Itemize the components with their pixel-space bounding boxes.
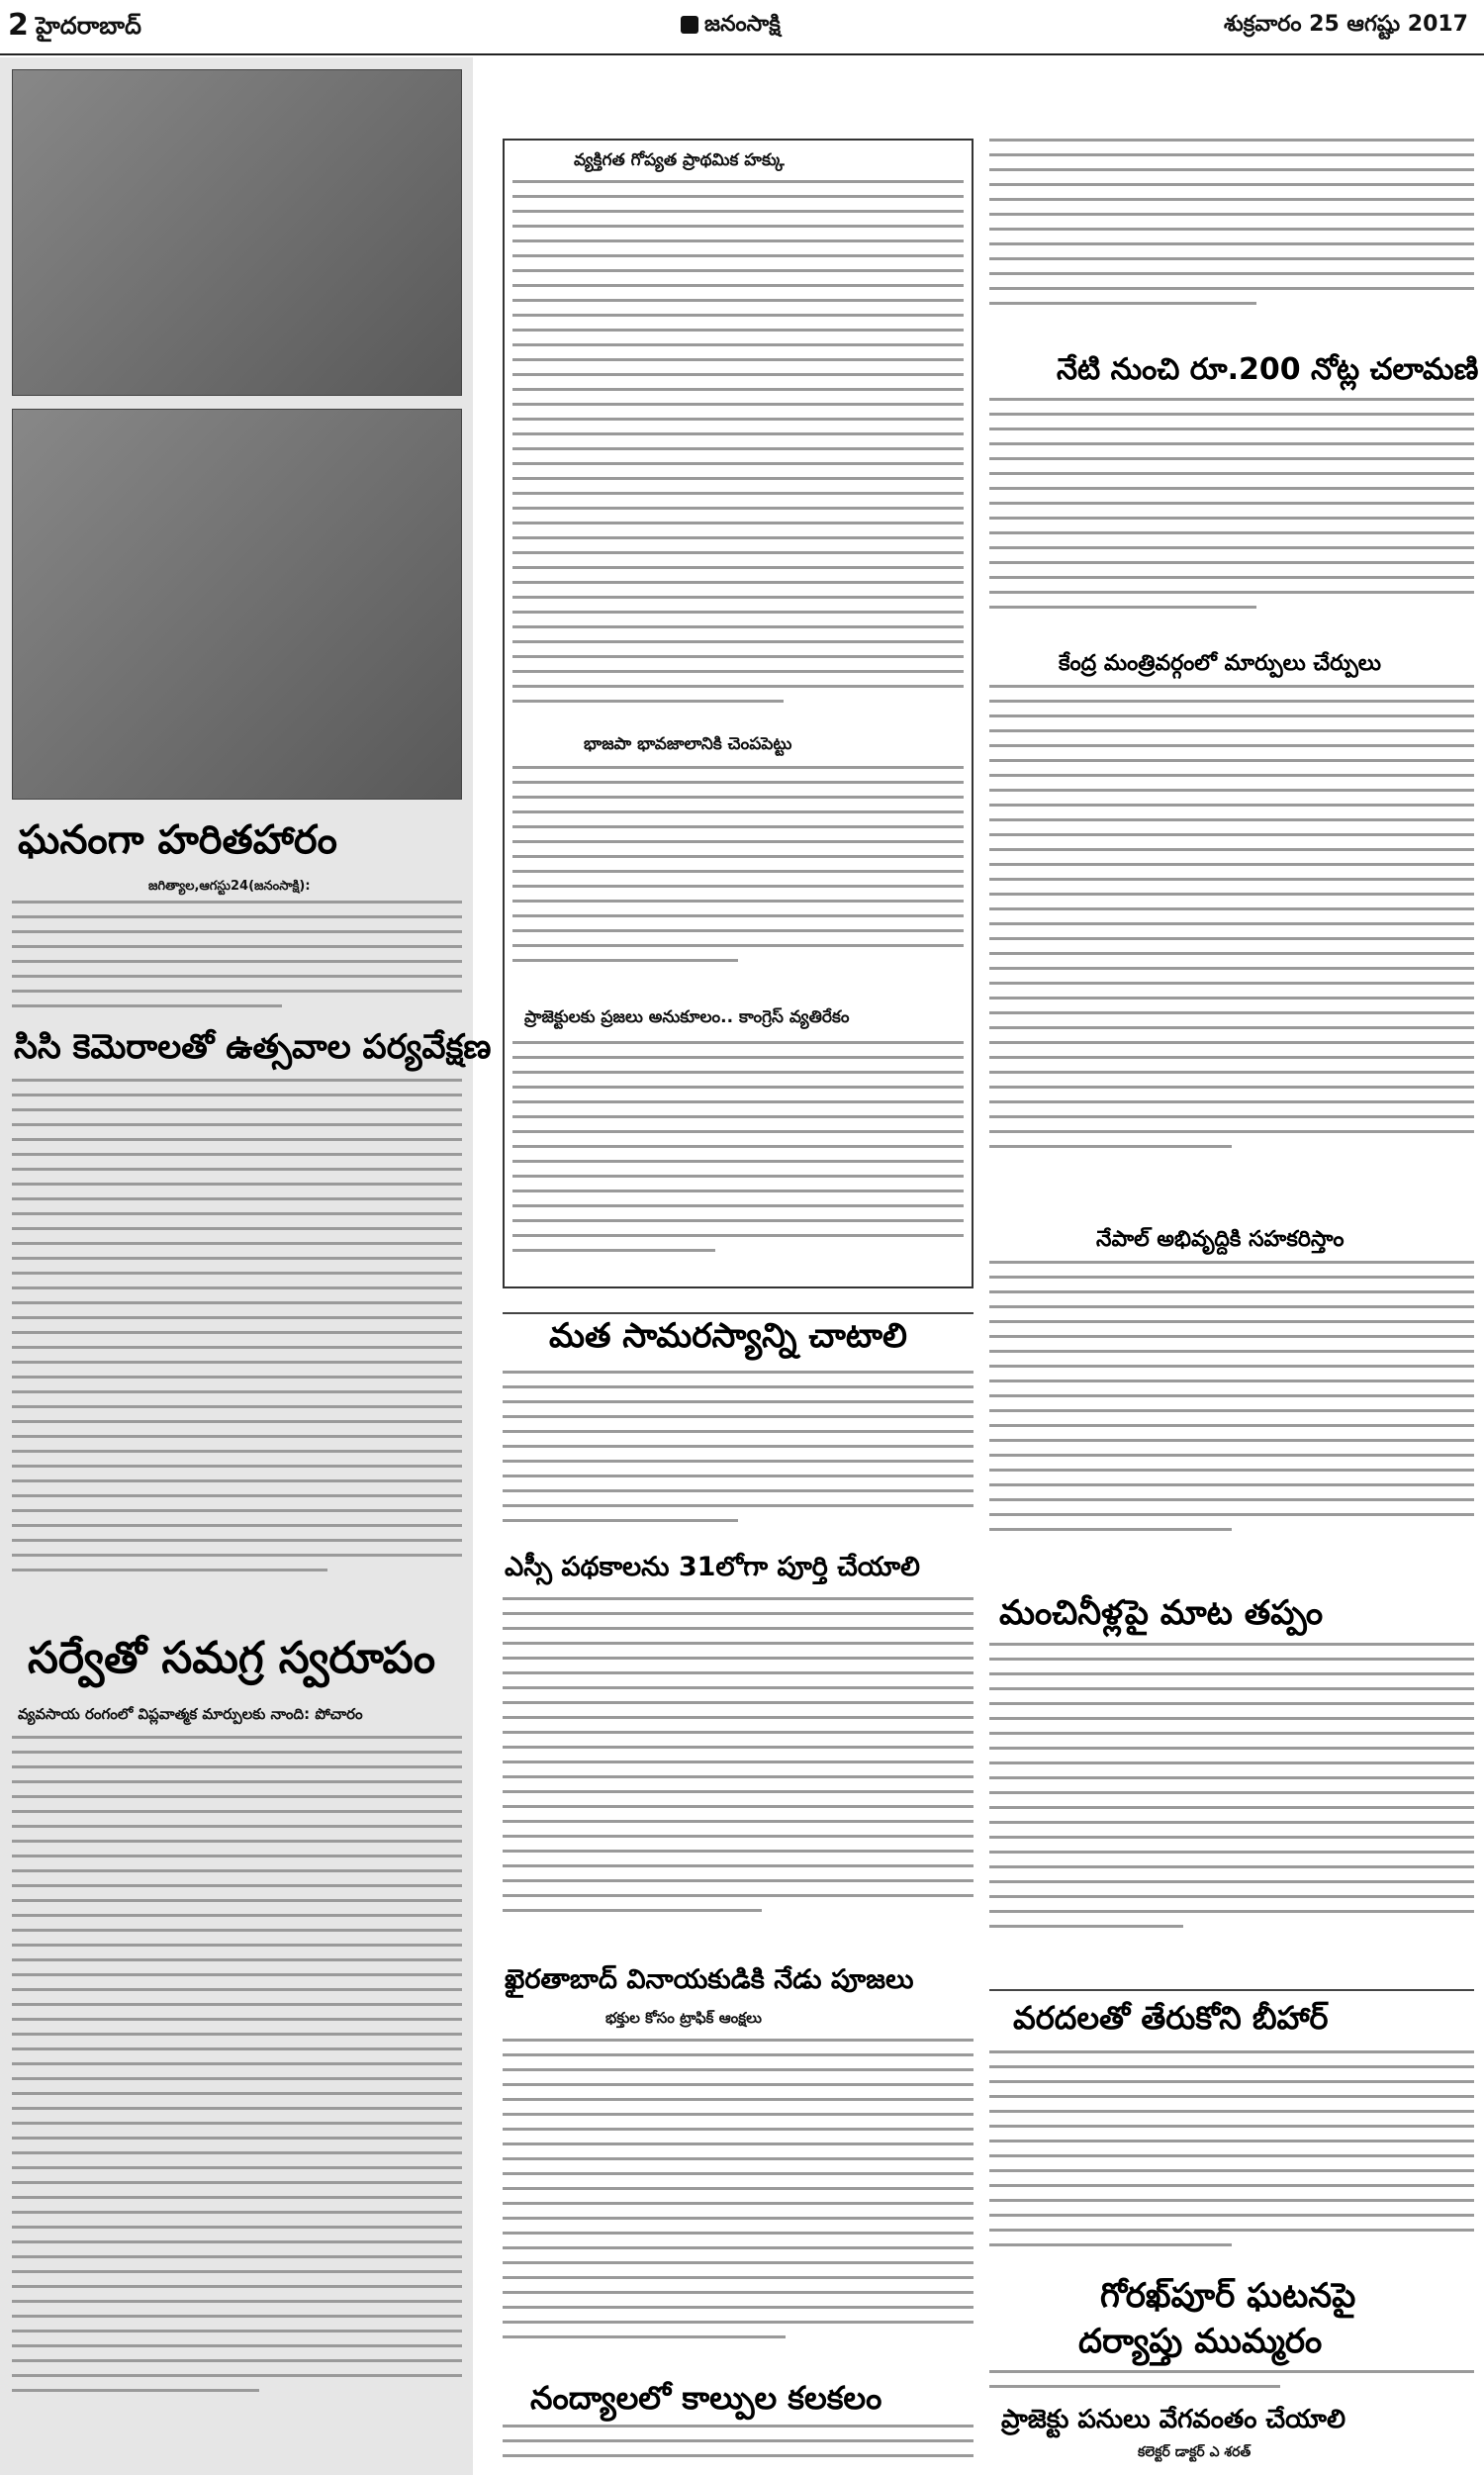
subhead-project-works: కలెక్టర్‌ డాక్టర్‌ ఎ శరత్‌ (1138, 2444, 1252, 2460)
headline-drinking-water: మంచినీళ్లపై మాట తప్పం (999, 1593, 1324, 1633)
body-right-intro (989, 139, 1474, 346)
editorial-body-privacy (512, 180, 964, 714)
paper-logo-icon (681, 16, 698, 34)
body-gorakhpur (989, 2370, 1474, 2400)
body-nandyal (503, 2425, 974, 2469)
headline-rs200: నేటి నుంచి రూ.200 నోట్ల చలామణి (1057, 352, 1479, 387)
headline-project-works: ప్రాజెక్టు పనులు వేగవంతం చేయాలి (1001, 2405, 1346, 2434)
headline-gorakhpur-line2: దర్యాప్తు ముమ్మరం (1078, 2322, 1323, 2361)
dateline-haritaharam: జగిత్యాల,ఆగస్టు24(జనంసాక్షి): (148, 879, 311, 894)
headline-cc-cameras: సిసి కెమెరాలతో ఉత్సవాల పర్యవేక్షణ (14, 1027, 492, 1067)
paper-logo (681, 12, 781, 42)
city-name: హైదరాబాద్ (36, 12, 141, 40)
body-nepal (989, 1261, 1474, 1587)
headline-survey: సర్వేతో సమగ్ర స్వరూపం (28, 1633, 436, 1683)
page-number: 2 (8, 8, 29, 43)
paper-name: జనంసాక్షి (704, 12, 781, 37)
body-drinking-water (989, 1643, 1474, 1989)
editorial-box (503, 139, 974, 1288)
issue-date: శుక్రవారం 25 ఆగష్టు 2017 (1224, 12, 1468, 37)
divider-center (503, 1312, 974, 1314)
editorial-title-bjp: భాజపా భావజాలానికి చెంపపెట్టు (584, 734, 792, 754)
haritaharam-photo-top (12, 69, 462, 396)
subhead-survey: వ్యవసాయ రంగంలో విప్లవాత్మక మార్పులకు నాంది: పోచారం (18, 1705, 363, 1723)
headline-nandyal: నంద్యాలలో కాల్పుల కలకలం (530, 2379, 882, 2417)
headline-cabinet: కేంద్ర మంత్రివర్గంలో మార్పులు చేర్పులు (1059, 651, 1381, 676)
masthead (0, 0, 1484, 55)
body-survey (12, 1736, 462, 2448)
headline-haritaharam: ఘనంగా హరితహారం (18, 817, 337, 863)
body-cc-cameras (12, 1079, 462, 1625)
body-sc-schemes (503, 1597, 974, 1951)
body-haritaharam (12, 901, 462, 1021)
divider-right (989, 1989, 1474, 1991)
headline-communal-harmony: మత సామరస్యాన్ని చాటాలి (549, 1316, 907, 1356)
headline-khairatabad: ఖైరతాబాద్‌ వినాయకుడికి నేడు పూజలు (505, 1964, 914, 1995)
editorial-title-projects: ప్రాజెక్టులకు ప్రజలు అనుకూలం.. కాంగ్రెస్‌ వ్యతిరేకం (524, 1007, 850, 1027)
headline-nepal: నేపాల్‌ అభివృద్దికి సహకరిస్తాం (1096, 1227, 1345, 1252)
left-column (0, 57, 492, 2475)
headline-gorakhpur-line1: గోరఖ్‌పూర్‌ ఘటనపై (1100, 2276, 1356, 2316)
headline-sc-schemes: ఎస్సీ పథకాలను 31లోగా పూర్తి చేయాలి (505, 1552, 920, 1582)
body-communal-harmony (503, 1371, 974, 1545)
body-cabinet (989, 685, 1474, 1219)
body-rs200 (989, 398, 1474, 645)
subhead-khairatabad: భక్తుల కోసం ట్రాఫిక్‌ ఆంక్షలు (605, 2009, 762, 2027)
headline-bihar-floods: వరదలతో తేరుకోని బీహార్‌ (1013, 1999, 1329, 2037)
body-khairatabad (503, 2039, 974, 2377)
editorial-title-privacy: వ్యక్తిగత గోప్యత ప్రాథమిక హక్కు (574, 150, 785, 170)
body-bihar-floods (989, 2050, 1474, 2273)
haritaharam-photo-bottom (12, 409, 462, 800)
editorial-body-projects (512, 1041, 964, 1279)
editorial-body-bjp (512, 766, 964, 986)
